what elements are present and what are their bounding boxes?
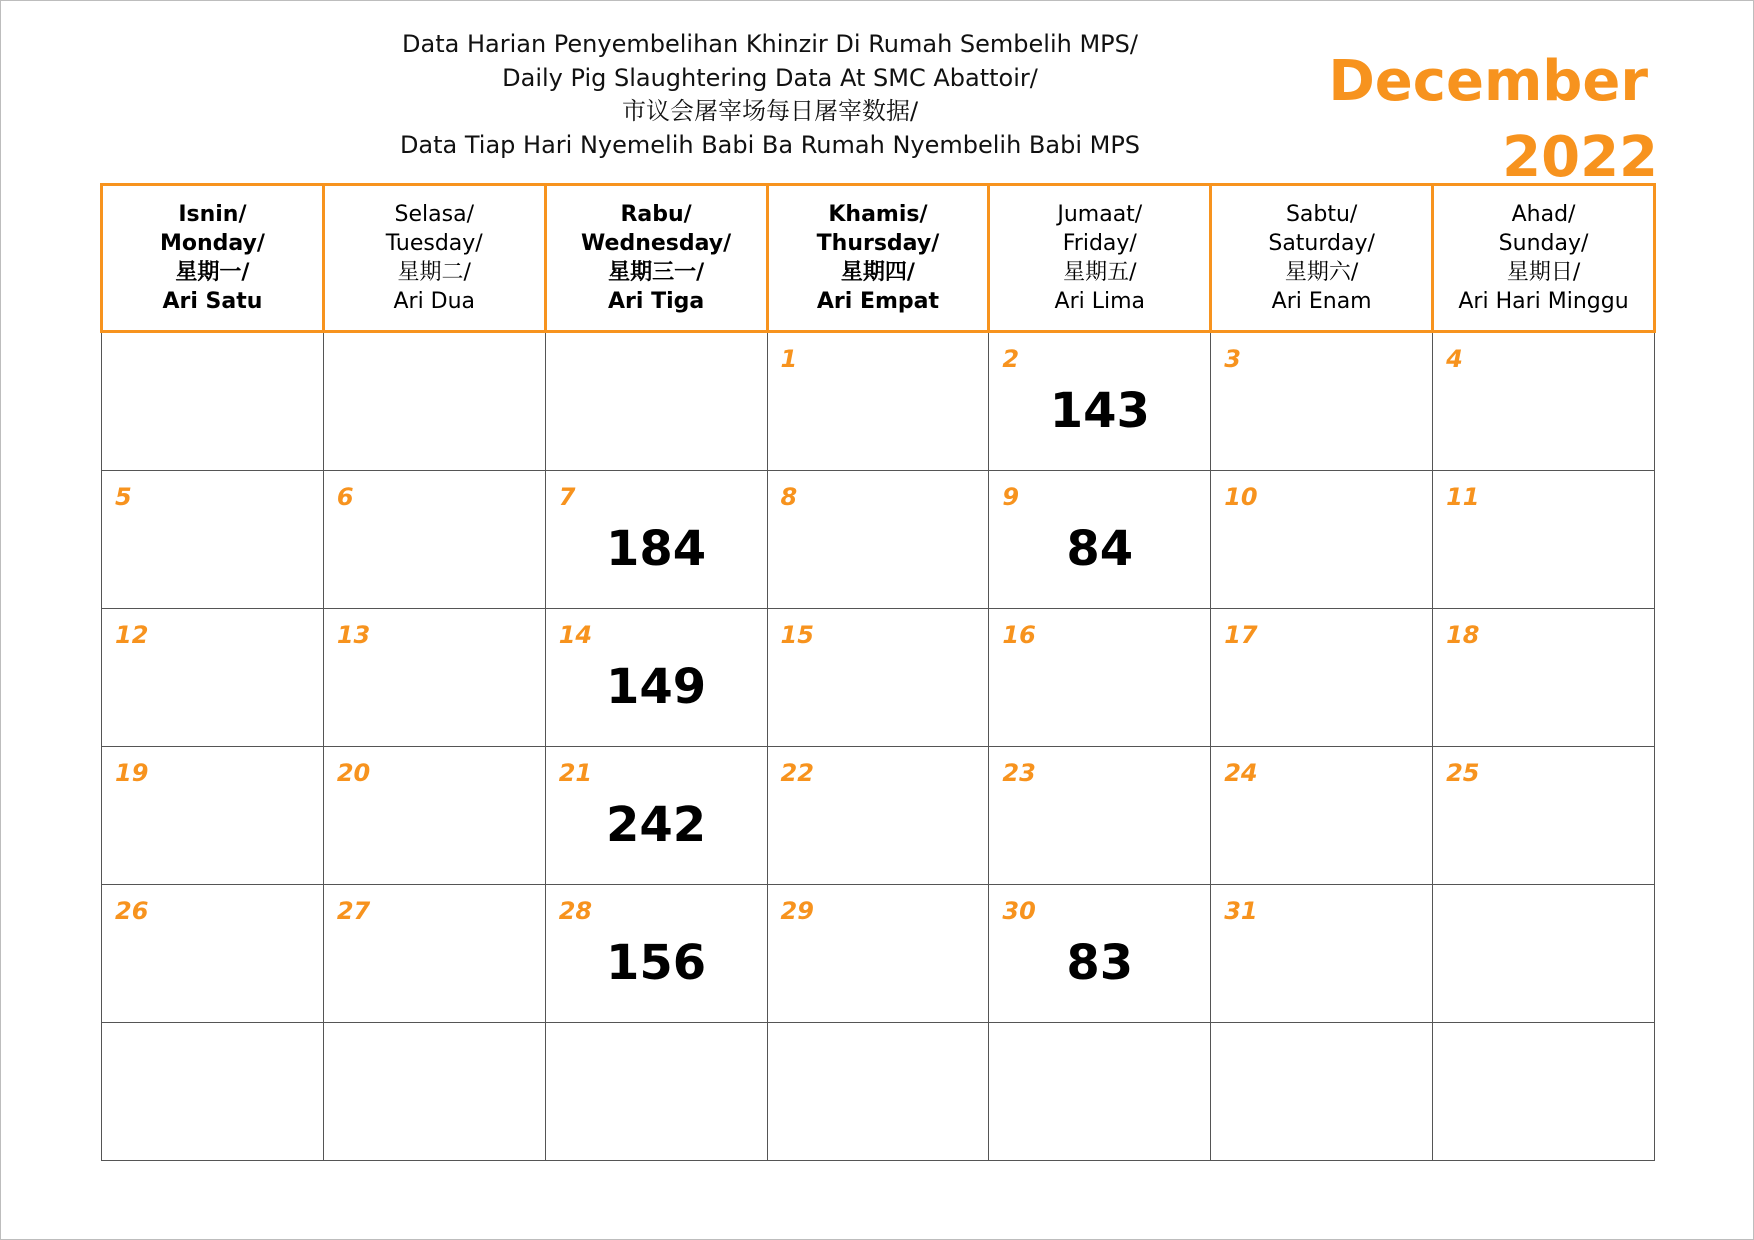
weekday-label: Ari Empat <box>816 289 940 314</box>
weekday-label: Ahad/ <box>1511 202 1576 227</box>
day-number: 25 <box>1446 759 1480 787</box>
day-number: 30 <box>1002 897 1036 925</box>
day-number: 7 <box>558 483 576 511</box>
title-line-chinese: 市议会屠宰场每日屠宰数据/ <box>621 97 919 125</box>
weekday-label: 星期三一/ <box>608 260 705 285</box>
week-row <box>102 609 1655 747</box>
day-number: 14 <box>558 621 593 649</box>
empty-day-cell <box>102 332 324 471</box>
day-cell <box>1211 471 1433 609</box>
day-cell <box>989 885 1211 1023</box>
weekday-header-row <box>102 185 1655 332</box>
day-number: 5 <box>115 483 132 511</box>
day-cell <box>102 885 324 1023</box>
empty-day-cell <box>1433 1023 1655 1161</box>
day-number: 10 <box>1224 483 1258 511</box>
day-number: 6 <box>336 483 354 511</box>
calendar-title <box>300 28 1240 162</box>
day-cell <box>767 885 989 1023</box>
slaughter-count: 184 <box>606 521 707 577</box>
weekday-label: Jumaat/ <box>1057 202 1143 227</box>
day-number: 17 <box>1224 621 1258 649</box>
day-cell <box>545 471 767 609</box>
month-name: December <box>1328 49 1648 114</box>
day-cell <box>1433 747 1655 885</box>
day-number: 11 <box>1446 483 1480 511</box>
weekday-header <box>323 185 545 332</box>
weekday-label: Ari Enam <box>1271 289 1372 314</box>
day-cell <box>1433 471 1655 609</box>
day-number: 21 <box>558 759 593 787</box>
weekday-label: Friday/ <box>1062 231 1137 256</box>
calendar-grid <box>100 183 1656 1161</box>
day-cell <box>323 747 545 885</box>
day-cell <box>1433 332 1655 471</box>
empty-day-cell <box>1433 885 1655 1023</box>
day-cell <box>767 609 989 747</box>
day-cell <box>989 747 1211 885</box>
day-cell <box>767 747 989 885</box>
week-row <box>102 1023 1655 1161</box>
title-line-iban: Data Tiap Hari Nyemelih Babi Ba Rumah Nyembelih Babi MPS <box>399 130 1141 159</box>
day-cell <box>1211 747 1433 885</box>
day-number: 19 <box>115 759 149 787</box>
weekday-label: 星期六/ <box>1284 260 1359 285</box>
slaughter-count: 156 <box>606 935 707 991</box>
weekday-label: 星期二/ <box>397 260 471 285</box>
empty-day-cell <box>545 1023 767 1161</box>
weekday-label: Thursday/ <box>816 231 940 256</box>
day-number: 15 <box>780 621 814 649</box>
day-cell <box>1211 609 1433 747</box>
empty-day-cell <box>102 1023 324 1161</box>
empty-day-cell <box>545 332 767 471</box>
empty-day-cell <box>989 1023 1211 1161</box>
weekday-label: Isnin/ <box>178 202 247 227</box>
day-cell <box>102 609 324 747</box>
day-number: 4 <box>1446 345 1463 373</box>
day-cell <box>1211 885 1433 1023</box>
week-row <box>102 471 1655 609</box>
day-cell <box>1211 332 1433 471</box>
day-cell <box>102 747 324 885</box>
weekday-label: 星期一/ <box>175 260 250 285</box>
weekday-header <box>767 185 989 332</box>
day-number: 16 <box>1002 621 1036 649</box>
day-number: 22 <box>780 759 814 787</box>
weekday-label: 星期四/ <box>840 260 915 285</box>
weekday-label: Ari Hari Minggu <box>1458 289 1629 314</box>
title-line-malay: Data Harian Penyembelihan Khinzir Di Rumah Sembelih MPS/ <box>402 30 1138 58</box>
day-number: 20 <box>336 759 371 787</box>
weekday-label: Ari Lima <box>1054 289 1146 314</box>
weekday-label: Sunday/ <box>1498 231 1589 256</box>
weekday-label: Wednesday/ <box>581 231 732 256</box>
weekday-label: Ari Satu <box>162 289 263 314</box>
day-cell <box>989 609 1211 747</box>
day-number: 2 <box>1002 345 1020 373</box>
day-cell <box>323 609 545 747</box>
slaughter-count: 149 <box>606 659 707 715</box>
weekday-label: Ari Tiga <box>608 289 705 314</box>
title-line-english: Daily Pig Slaughtering Data At SMC Abattoir/ <box>502 63 1038 92</box>
day-number: 28 <box>558 897 593 925</box>
empty-day-cell <box>1211 1023 1433 1161</box>
weekday-label: Saturday/ <box>1268 231 1375 256</box>
weekday-header <box>545 185 767 332</box>
weekday-label: 星期日/ <box>1506 260 1581 285</box>
day-cell <box>767 471 989 609</box>
day-cell <box>989 332 1211 471</box>
month-year-heading <box>1290 44 1710 196</box>
empty-day-cell <box>323 332 545 471</box>
day-number: 26 <box>115 897 149 925</box>
slaughter-count: 84 <box>1066 521 1134 577</box>
week-row <box>102 747 1655 885</box>
day-cell <box>323 885 545 1023</box>
weekday-header <box>102 185 324 332</box>
weekday-label: Monday/ <box>159 231 265 256</box>
day-number: 18 <box>1446 621 1480 649</box>
day-number: 27 <box>336 897 371 925</box>
weekday-label: Selasa/ <box>394 202 474 227</box>
day-number: 12 <box>115 621 149 649</box>
day-number: 24 <box>1224 759 1258 787</box>
day-number: 13 <box>336 621 371 649</box>
week-row <box>102 332 1655 471</box>
day-number: 29 <box>780 897 814 925</box>
weekday-label: Tuesday/ <box>385 231 483 256</box>
day-cell <box>767 332 989 471</box>
day-number: 1 <box>780 345 798 373</box>
day-cell <box>323 471 545 609</box>
day-number: 31 <box>1224 897 1258 925</box>
weekday-header <box>1433 185 1655 332</box>
day-number: 8 <box>780 483 798 511</box>
weekday-header <box>1211 185 1433 332</box>
weekday-label: Khamis/ <box>828 202 928 227</box>
day-cell <box>545 747 767 885</box>
weekday-label: Ari Dua <box>393 289 476 314</box>
weekday-label: Sabtu/ <box>1285 202 1358 227</box>
slaughter-count: 143 <box>1049 383 1150 439</box>
day-cell <box>545 885 767 1023</box>
week-row <box>102 885 1655 1023</box>
day-number: 3 <box>1224 345 1241 373</box>
day-cell <box>989 471 1211 609</box>
day-cell <box>1433 609 1655 747</box>
empty-day-cell <box>767 1023 989 1161</box>
empty-day-cell <box>323 1023 545 1161</box>
weekday-label: 星期五/ <box>1063 260 1137 285</box>
year: 2022 <box>1502 125 1658 190</box>
day-cell <box>545 609 767 747</box>
day-number: 23 <box>1002 759 1036 787</box>
day-number: 9 <box>1002 483 1020 511</box>
day-cell <box>102 471 324 609</box>
slaughter-count: 242 <box>606 797 707 853</box>
weekday-label: Rabu/ <box>620 202 692 227</box>
weekday-header <box>989 185 1211 332</box>
slaughter-count: 83 <box>1066 935 1134 991</box>
